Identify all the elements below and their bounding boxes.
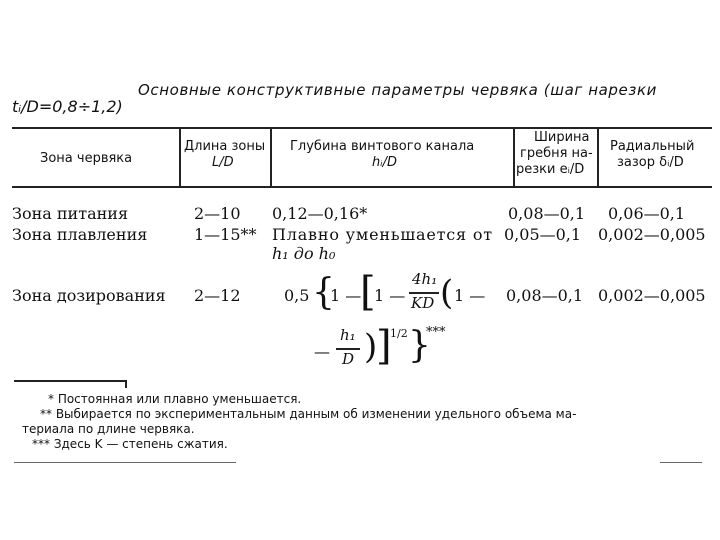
row2-depth-line-1: Плавно уменьшается от xyxy=(272,225,493,244)
footnote-1: * Постоянная или плавно уменьшается. xyxy=(48,392,302,406)
row1-width: 0,08—0,1 xyxy=(508,204,586,223)
formula-fraction-1-denominator: KD xyxy=(411,294,435,312)
row1-length: 2—10 xyxy=(194,204,241,223)
caption-line-1: Основные конструктивные параметры червяка (шаг нарезки xyxy=(138,81,657,99)
row2-radial: 0,002—0,005 xyxy=(598,225,706,244)
formula-paren-close: ) xyxy=(364,327,378,367)
row2-length: 1—15** xyxy=(194,225,257,244)
formula-exponent: 1/2 xyxy=(390,327,408,340)
header-width-line-1: Ширина xyxy=(534,130,590,145)
header-zone: Зона червяка xyxy=(40,151,133,166)
formula-coefficient: 0,5 xyxy=(284,286,310,305)
formula-term-b: 1 — xyxy=(374,286,406,305)
header-width-line-3: резки eᵢ/D xyxy=(516,162,585,177)
formula-fraction-2-denominator: D xyxy=(342,350,355,368)
row1-zone: Зона питания xyxy=(12,204,129,223)
table-header-rule xyxy=(12,186,712,188)
row3-radial: 0,002—0,005 xyxy=(598,286,706,305)
formula-stars: *** xyxy=(426,325,446,340)
row3-width: 0,08—0,1 xyxy=(506,286,584,305)
formula-minus: — xyxy=(314,342,330,361)
footnote-2: ** Выбирается по экспериментальным данным об изменении удельного объема ма- xyxy=(40,407,577,421)
col-divider-4 xyxy=(597,129,599,186)
col-divider-3 xyxy=(513,129,515,186)
formula-term-c: 1 — xyxy=(454,286,486,305)
header-radial-line-2: зазор δᵢ/D xyxy=(617,155,684,170)
formula-outer-brace: { xyxy=(312,272,335,313)
header-depth-line-2: hᵢ/D xyxy=(372,155,397,170)
row3-zone: Зона дозирования xyxy=(12,286,166,305)
formula-square-bracket-close: ] xyxy=(376,323,392,369)
formula-fraction-2-numerator: h₁ xyxy=(340,326,356,344)
dosing-depth-formula xyxy=(280,262,502,372)
row2-width: 0,05—0,1 xyxy=(504,225,582,244)
row3-length: 2—12 xyxy=(194,286,241,305)
footnote-3: *** Здесь K — степень сжатия. xyxy=(32,437,228,451)
footnote-rule xyxy=(14,380,126,382)
row1-radial: 0,06—0,1 xyxy=(608,204,686,223)
formula-term-a: 1 — xyxy=(330,286,362,305)
header-depth-line-1: Глубина винтового канала xyxy=(290,139,475,154)
formula-square-bracket: [ xyxy=(360,269,376,315)
table-top-rule xyxy=(12,127,712,129)
formula-paren-open: ( xyxy=(440,273,454,313)
caption-line-2: tᵢ/D=0,8÷1,2) xyxy=(12,97,123,116)
header-radial-line-1: Радиальный xyxy=(610,139,695,154)
bottom-rule-right xyxy=(660,462,702,463)
row2-zone: Зона плавления xyxy=(12,225,148,244)
header-length-line-1: Длина зоны xyxy=(184,139,266,154)
bottom-rule-left xyxy=(14,462,236,463)
row1-depth: 0,12—0,16* xyxy=(272,204,368,223)
formula-outer-brace-close: } xyxy=(408,325,431,366)
header-length-line-2: L/D xyxy=(212,155,234,170)
header-width-line-2: гребня на- xyxy=(520,146,593,161)
row2-depth-line-2: h₁ до h₀ xyxy=(272,244,336,263)
footnote-2-cont: териала по длине червяка. xyxy=(22,422,195,436)
formula-fraction-1-numerator: 4h₁ xyxy=(412,270,438,288)
footnote-rule-tick xyxy=(125,380,127,388)
col-divider-2 xyxy=(270,129,272,186)
col-divider-1 xyxy=(179,129,181,186)
